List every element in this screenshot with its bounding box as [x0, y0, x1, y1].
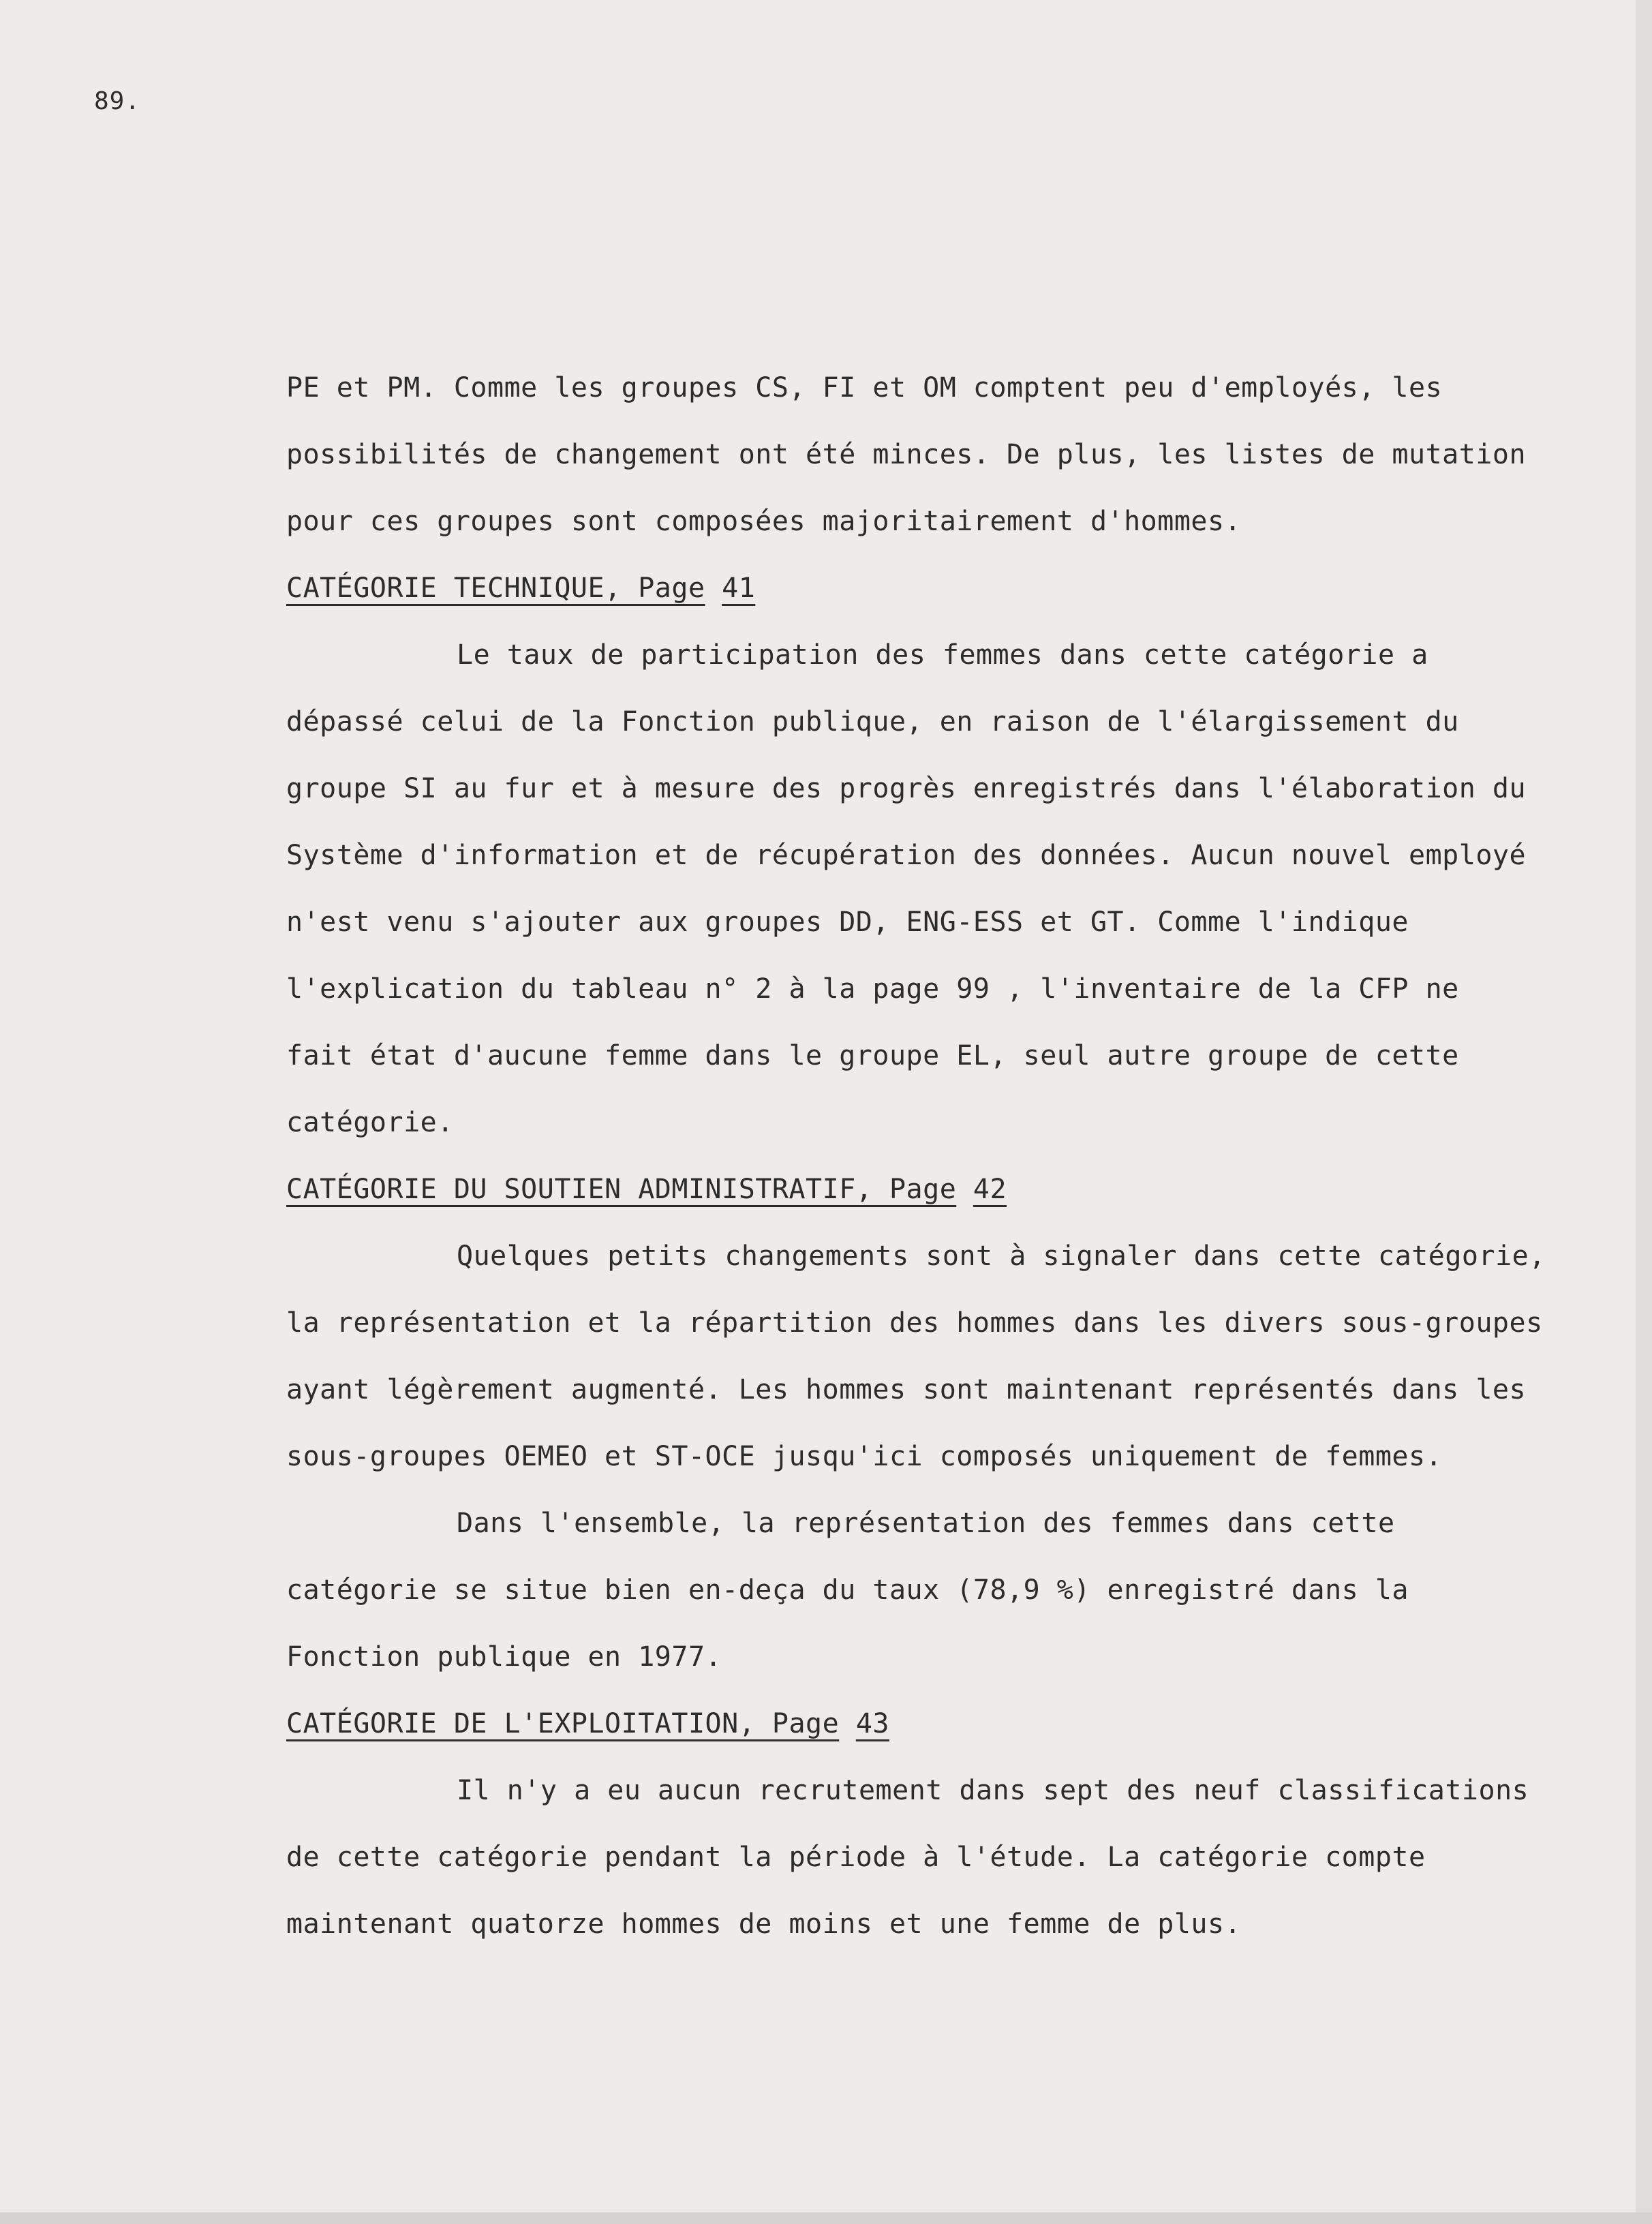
section-heading [286, 555, 1581, 622]
section-heading-page: 41 [722, 573, 756, 604]
text-line: sous-groupes OEMEO et ST-OCE jusqu'ici composés uniquement de femmes. [286, 1441, 1443, 1472]
section-heading-page: 43 [855, 1708, 889, 1739]
text-line: PE et PM. Comme les groupes CS, FI et OM comptent peu d'employés, les [286, 372, 1443, 403]
text-line: ayant légèrement augmenté. Les hommes sont maintenant représentés dans les [286, 1374, 1527, 1405]
section-heading [286, 1690, 1581, 1757]
page-edge [1636, 0, 1652, 2224]
text-line: Il n'y a eu aucun recrutement dans sept des neuf classifications [457, 1775, 1529, 1806]
text-line: Quelques petits changements sont à signaler dans cette catégorie, [457, 1240, 1546, 1272]
text-line: fait état d'aucune femme dans le groupe EL, seul autre groupe de cette [286, 1040, 1459, 1071]
document-body [286, 354, 1581, 1958]
text-line: Fonction publique en 1977. [286, 1641, 722, 1673]
text-line: dépassé celui de la Fonction publique, en raison de l'élargissement du [286, 706, 1459, 737]
text-line: n'est venu s'ajouter aux groupes DD, ENG-ESS et GT. Comme l'indique [286, 907, 1409, 938]
text-line: l'explication du tableau n° 2 à la page 99 , l'inventaire de la CFP ne [286, 973, 1459, 1005]
text-line: groupe SI au fur et à mesure des progrès enregistrés dans l'élaboration du [286, 773, 1527, 804]
text-line: Système d'information et de récupération des données. Aucun nouvel employé [286, 840, 1527, 871]
section-heading-title: CATÉGORIE DU SOUTIEN ADMINISTRATIF, Page [286, 1174, 957, 1205]
text-line: Le taux de participation des femmes dans cette catégorie a [457, 639, 1428, 671]
text-line: maintenant quatorze hommes de moins et une femme de plus. [286, 1908, 1242, 1940]
text-line: pour ces groupes sont composées majoritairement d'hommes. [286, 506, 1242, 537]
section-heading [286, 1156, 1581, 1223]
section-heading-title: CATÉGORIE DE L'EXPLOITATION, Page [286, 1708, 840, 1739]
page-bottom-edge [0, 2212, 1652, 2224]
text-line: catégorie se situe bien en-deça du taux (78,9 %) enregistré dans la [286, 1574, 1409, 1606]
text-line: possibilités de changement ont été minces. De plus, les listes de mutation [286, 439, 1527, 470]
text-line: la représentation et la répartition des hommes dans les divers sous-groupes [286, 1307, 1543, 1339]
section-heading-page: 42 [973, 1174, 1007, 1205]
section-heading-title: CATÉGORIE TECHNIQUE, Page [286, 573, 705, 604]
text-line: catégorie. [286, 1107, 454, 1138]
page-number: 89. [94, 87, 141, 115]
text-line: de cette catégorie pendant la période à l'étude. La catégorie compte [286, 1842, 1426, 1873]
text-line: Dans l'ensemble, la représentation des femmes dans cette [457, 1508, 1395, 1539]
